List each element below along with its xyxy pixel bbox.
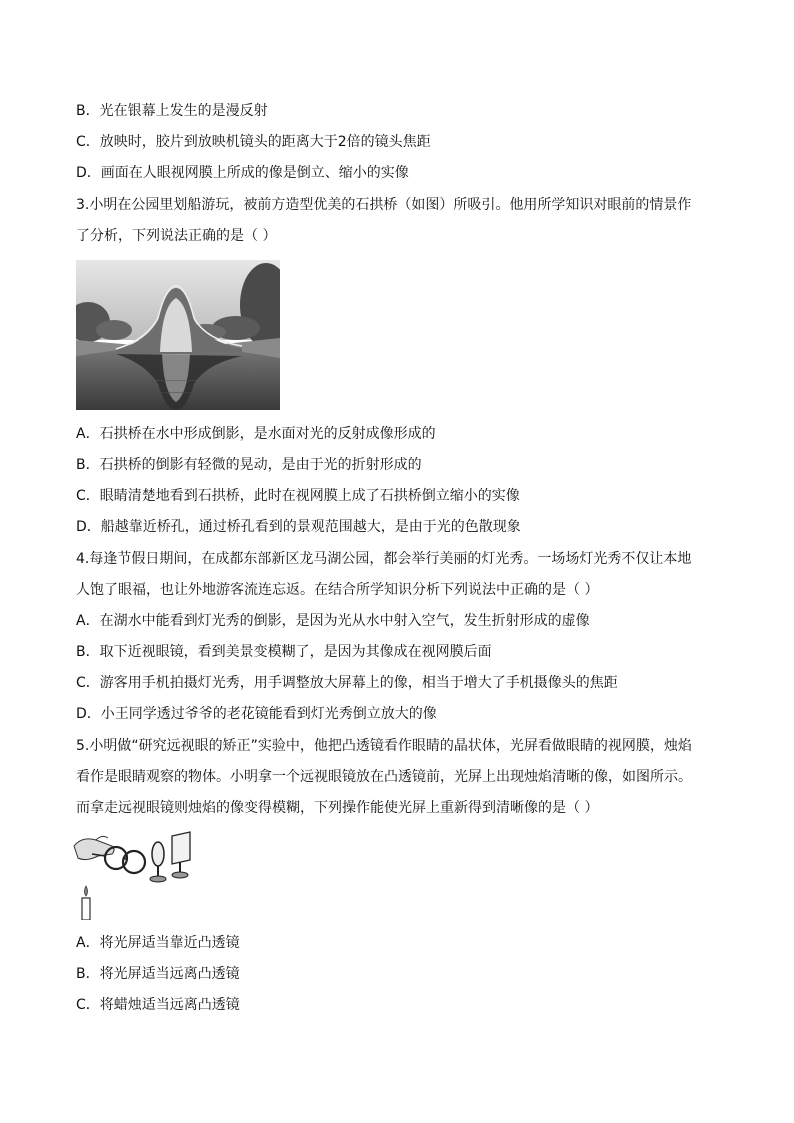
option-4d: D．小王同学透过爷爷的老花镜能看到灯光秀倒立放大的像 xyxy=(76,706,437,722)
line-d-q2: D．画面在人眼视网膜上所成的像是倒立、缩小的实像 xyxy=(76,165,409,181)
option-4b: B．取下近视眼镜，看到美景变模糊了，是因为其像成在视网膜后面 xyxy=(76,644,492,660)
question-3-line1: 3.小明在公园里划船游玩，被前方造型优美的石拱桥（如图）所吸引。他用所学知识对眼前的情景作 xyxy=(76,197,692,213)
question-5-line3: 而拿走远视眼镜则烛焰的像变得模糊，下列操作能使光屏上重新得到清晰像的是（ ） xyxy=(76,800,599,816)
option-3b: B．石拱桥的倒影有轻微的晃动，是由于光的折射形成的 xyxy=(76,457,422,473)
option-5c: C．将蜡烛适当远离凸透镜 xyxy=(76,997,240,1013)
question-4-line1: 4.每逢节假日期间，在成都东部新区龙马湖公园，都会举行美丽的灯光秀。一场场灯光秀不仅让本地 xyxy=(76,551,692,567)
question-4-line2: 人饱了眼福，也让外地游客流连忘返。在结合所学知识分析下列说法中正确的是（ ） xyxy=(76,582,599,598)
stone-arch-bridge-photo xyxy=(76,260,280,410)
option-3a: A．石拱桥在水中形成倒影，是水面对光的反射成像形成的 xyxy=(76,426,436,442)
line-c-q2: C．放映时，胶片到放映机镜头的距离大于2倍的镜头焦距 xyxy=(76,134,431,150)
lens-experiment-figure xyxy=(72,828,202,920)
question-5-line2: 看作是眼睛观察的物体。小明拿一个远视眼镜放在凸透镜前，光屏上出现烛焰清晰的像，如图所示。 xyxy=(76,769,692,785)
question-3-line2: 了分析，下列说法正确的是（ ） xyxy=(76,228,277,244)
line-b-q2: B．光在银幕上发生的是漫反射 xyxy=(76,103,268,119)
question-5-line1: 5.小明做“研究远视眼的矫正”实验中，他把凸透镜看作眼睛的晶状体，光屏看做眼睛的视网膜，烛焰 xyxy=(76,738,692,754)
option-5b: B．将光屏适当远离凸透镜 xyxy=(76,966,240,982)
option-5a: A．将光屏适当靠近凸透镜 xyxy=(76,935,240,951)
option-4a: A．在湖水中能看到灯光秀的倒影，是因为光从水中射入空气，发生折射形成的虚像 xyxy=(76,613,590,629)
option-3d: D．船越靠近桥孔，通过桥孔看到的景观范围越大，是由于光的色散现象 xyxy=(76,519,521,535)
option-3c: C．眼睛清楚地看到石拱桥，此时在视网膜上成了石拱桥倒立缩小的实像 xyxy=(76,488,520,504)
option-4c: C．游客用手机拍摄灯光秀，用手调整放大屏幕上的像，相当于增大了手机摄像头的焦距 xyxy=(76,675,618,691)
